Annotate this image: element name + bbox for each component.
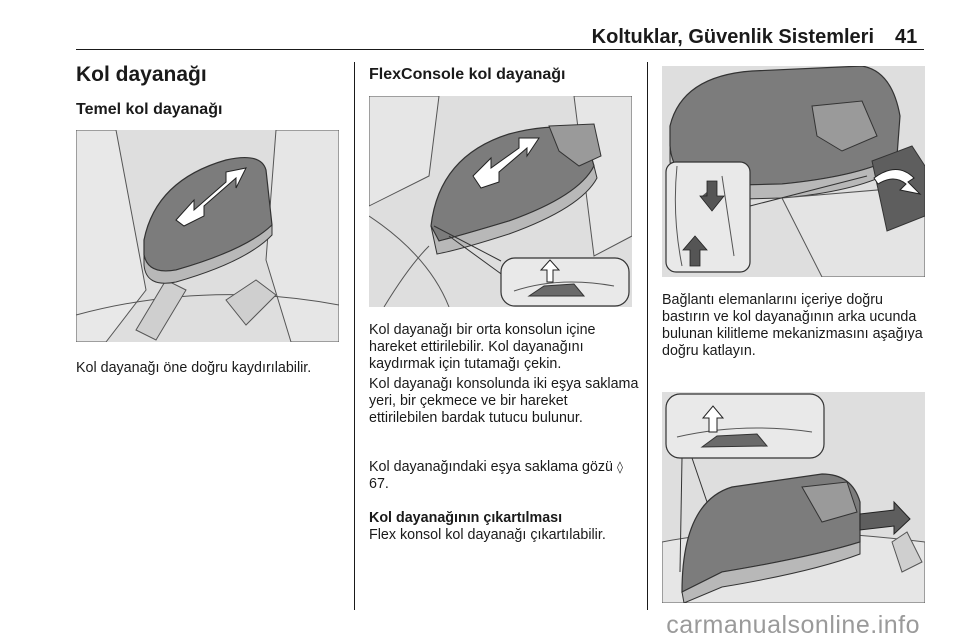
figure-flexconsole-armrest bbox=[369, 96, 632, 307]
page-number: 41 bbox=[895, 26, 918, 48]
caption-basic-armrest: Kol dayanağı öne doğru kaydırılabilir. bbox=[76, 360, 312, 376]
figure-armrest-removal bbox=[662, 392, 925, 603]
column-divider-right bbox=[647, 62, 648, 610]
figure-armrest-latch bbox=[662, 66, 925, 277]
storage-reference-text: Kol dayanağındaki eşya saklama gözü bbox=[369, 459, 613, 475]
column-divider-left bbox=[354, 62, 355, 610]
removal-heading: Kol dayanağının çıkartılması bbox=[369, 510, 563, 526]
section-heading-armrest: Kol dayanağı bbox=[76, 63, 207, 86]
paragraph-storage-reference bbox=[369, 459, 639, 493]
subheading-flexconsole: FlexConsole kol dayanağı bbox=[369, 66, 566, 83]
paragraph-flexconsole-move: Kol dayanağı bir orta konsolun içine hareket ettirilebilir. Kol dayanağını kaydırmak için tutamağı çekin. bbox=[369, 322, 596, 372]
figure-basic-armrest bbox=[76, 130, 339, 342]
paragraph-removal bbox=[369, 510, 644, 544]
header-rule bbox=[76, 49, 924, 50]
paragraph-latch-instructions: Bağlantı elemanlarını içeriye doğru bastırın ve kol dayanağının arka ucunda bulunan kilitleme mekanizmasını aşağıya doğru katlayın. bbox=[662, 292, 923, 359]
paragraph-flexconsole-storage: Kol dayanağı konsolunda iki eşya saklama yeri, bir çekmece ve bir hareket ettirilebilen bardak tutucu bulunur. bbox=[369, 376, 639, 426]
removal-text: Flex konsol kol dayanağı çıkartılabilir. bbox=[369, 527, 606, 543]
watermark: carmanualsonline.info bbox=[666, 611, 920, 639]
subheading-basic-armrest: Temel kol dayanağı bbox=[76, 101, 223, 118]
storage-reference-page[interactable]: 67. bbox=[369, 476, 389, 492]
page-header-title: Koltuklar, Güvenlik Sistemleri bbox=[591, 26, 874, 48]
page-reference-icon: ◊ bbox=[616, 460, 623, 474]
